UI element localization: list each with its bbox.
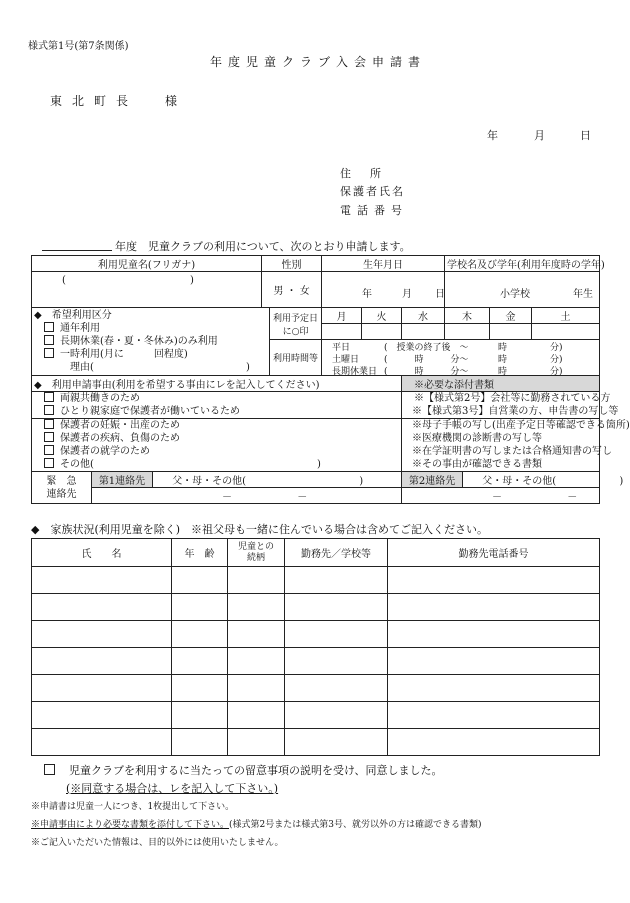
- grade-suffix: 年生: [573, 289, 594, 300]
- day-sat: 土: [532, 308, 600, 324]
- table-row: [32, 621, 600, 648]
- family-cell[interactable]: [228, 621, 285, 648]
- emergency-label-line2: 連絡先: [46, 488, 77, 500]
- reasons-list: [32, 392, 402, 472]
- day-sat-mark[interactable]: [532, 324, 600, 340]
- family-header-phone: 勤務先電話番号: [388, 539, 600, 567]
- reason-label: その他(: [60, 459, 94, 470]
- contact1-label: 第1連絡先: [92, 472, 153, 487]
- day-thu-mark[interactable]: [445, 324, 490, 340]
- family-cell[interactable]: [228, 702, 285, 729]
- family-table: [31, 538, 600, 756]
- time-to: 時: [498, 366, 508, 377]
- reasons-heading: ◆ 利用申請事由(利用を希望する事由にレを記入してください): [32, 376, 402, 392]
- birthdate-header: 生年月日: [322, 256, 445, 272]
- contact2-phone[interactable]: [402, 488, 600, 504]
- reason-checkbox[interactable]: [44, 392, 54, 402]
- consent-note: (※同意する場合は、レを記入して下さい。): [66, 782, 279, 795]
- time-label: 平日: [332, 343, 351, 353]
- family-header-age: 年 齢: [172, 539, 228, 567]
- family-cell[interactable]: [32, 702, 172, 729]
- contact1-relation-close: ): [359, 476, 364, 487]
- day-wed-mark[interactable]: [402, 324, 445, 340]
- family-cell[interactable]: [32, 567, 172, 594]
- emergency-label: [32, 472, 92, 504]
- family-cell[interactable]: [285, 675, 388, 702]
- day-thu: 木: [445, 308, 490, 324]
- table-row: [32, 594, 600, 621]
- reason-label: 両親共働きのため: [60, 393, 140, 404]
- note-one-per-child: ※申請書は児童一人につき、1枚提出して下さい。: [31, 802, 235, 812]
- docs-heading: ※必要な添付書類: [402, 376, 600, 392]
- day-wed: 水: [402, 308, 445, 324]
- family-cell[interactable]: [172, 729, 228, 756]
- consent-text: 児童クラブを利用するに当たっての留意事項の説明を受け、同意しました。: [69, 764, 443, 777]
- phone-dash: －: [492, 492, 503, 503]
- phone-dash: －: [297, 492, 308, 503]
- family-cell[interactable]: [228, 648, 285, 675]
- usage-heading: ◆ 希望利用区分: [34, 310, 112, 321]
- birth-month-unit: 月: [402, 289, 413, 300]
- doc-item: ※【様式第2号】会社等に勤務されている方: [414, 393, 611, 404]
- usage-option-checkbox[interactable]: [44, 335, 54, 345]
- addressee: 東北町長: [50, 94, 139, 108]
- family-cell[interactable]: [172, 675, 228, 702]
- time-label: 土曜日: [332, 354, 360, 365]
- contact1-row[interactable]: [92, 472, 402, 488]
- consent-row: [44, 762, 443, 778]
- day-tue-mark[interactable]: [362, 324, 402, 340]
- time-from: ( 時 分～: [384, 354, 469, 365]
- family-cell[interactable]: [388, 621, 600, 648]
- reason-label: ひとり親家庭で保護者が働いているため: [60, 406, 240, 417]
- note-privacy: ※ご記入いただいた情報は、目的以外には使用いたしません。: [31, 838, 284, 848]
- family-cell[interactable]: [172, 702, 228, 729]
- table-row: [32, 567, 600, 594]
- page-title: 年度児童クラブ入会申請書: [210, 55, 427, 69]
- day-fri-mark[interactable]: [490, 324, 532, 340]
- family-cell[interactable]: [388, 567, 600, 594]
- table-row: [32, 675, 600, 702]
- contact2-label: 第2連絡先: [402, 472, 463, 487]
- date-day: 日: [580, 129, 591, 142]
- family-cell[interactable]: [32, 621, 172, 648]
- family-cell[interactable]: [228, 567, 285, 594]
- reason-close-paren: ): [246, 362, 250, 373]
- family-cell[interactable]: [388, 675, 600, 702]
- family-cell[interactable]: [228, 594, 285, 621]
- applicant-address-label: 住 所: [340, 167, 385, 180]
- plan-days-label-line2: に○印: [282, 326, 309, 337]
- usage-time-label: 利用時間等: [270, 340, 322, 376]
- day-tue: 火: [362, 308, 402, 324]
- family-cell[interactable]: [285, 729, 388, 756]
- family-cell[interactable]: [228, 729, 285, 756]
- birthdate-cell[interactable]: [322, 272, 445, 308]
- contact1-relation: 父・母・その他(: [172, 476, 247, 487]
- doc-item: ※医療機関の診断書の写し等: [412, 433, 543, 444]
- time-from: ( 時 分～: [384, 366, 469, 377]
- plan-days-label-line1: 利用予定日: [273, 313, 319, 324]
- note-attach-docs-underlined: ※申請事由により必要な書類を添付して下さい。: [31, 820, 230, 830]
- family-header-work: 勤務先／学校等: [285, 539, 388, 567]
- doc-item: ※在学証明書の写しまたは合格通知書の写し: [412, 446, 613, 457]
- time-unit: 分): [550, 343, 563, 353]
- table-row: [32, 648, 600, 675]
- note-attach-docs-rest: (様式第2号または様式第3号、就労以外の方は確認できる書類): [229, 820, 482, 830]
- family-cell[interactable]: [172, 567, 228, 594]
- family-header-relation: [228, 539, 285, 567]
- plan-days-label: [270, 308, 322, 340]
- reason-checkbox[interactable]: [44, 458, 54, 468]
- family-cell[interactable]: [285, 567, 388, 594]
- school-suffix: 小学校: [500, 289, 531, 300]
- phone-label: 電話番号: [340, 204, 408, 217]
- note-attach-docs: [31, 817, 482, 830]
- child-name-cell[interactable]: [32, 272, 262, 308]
- phone-dash: －: [567, 492, 578, 503]
- usage-option-label: 長期休業(春・夏・冬休み)のみ利用: [60, 336, 218, 347]
- reason-label: 保護者の妊娠・出産のため: [60, 420, 180, 431]
- family-cell[interactable]: [285, 594, 388, 621]
- usage-option-label: 一時利用(月に 回程度): [60, 349, 188, 360]
- reason-other-close: ): [317, 459, 321, 470]
- furigana-close-paren: ): [190, 275, 194, 286]
- contact1-phone[interactable]: [92, 488, 402, 504]
- table-row: [32, 729, 600, 756]
- phone-dash: －: [222, 492, 232, 503]
- family-cell[interactable]: [32, 675, 172, 702]
- time-to: 時: [498, 343, 508, 353]
- usage-option-checkbox[interactable]: [44, 348, 54, 358]
- emergency-label-line1: 緊 急: [46, 475, 77, 487]
- family-cell[interactable]: [32, 729, 172, 756]
- reason-label: 保護者の疾病、負傷のため: [60, 433, 180, 444]
- birth-day-unit: 日: [435, 289, 446, 300]
- intro-year-label: 年度: [115, 240, 137, 253]
- child-name-header: 利用児童名(フリガナ): [32, 256, 262, 272]
- school-header: 学校名及び学年(利用年度時の学年): [445, 256, 600, 272]
- reason-checkbox[interactable]: [44, 445, 54, 455]
- family-header-name: 氏 名: [32, 539, 172, 567]
- day-fri: 金: [490, 308, 532, 324]
- family-cell[interactable]: [388, 729, 600, 756]
- gender-cell[interactable]: 男 ・ 女: [262, 272, 322, 308]
- family-cell[interactable]: [228, 675, 285, 702]
- usage-option-checkbox[interactable]: [44, 322, 54, 332]
- family-heading: ◆ 家族状況(利用児童を除く) ※祖父母も一緒に住んでいる場合は含めてご記入ください。: [31, 523, 489, 536]
- contact2-relation-close: ): [619, 476, 624, 487]
- usage-option-label: 通年利用: [60, 323, 100, 334]
- gender-header: 性別: [262, 256, 322, 272]
- day-mon: 月: [322, 308, 362, 324]
- table-row: [32, 702, 600, 729]
- consent-checkbox[interactable]: [44, 764, 55, 775]
- family-header-relation-line1: 児童との: [237, 541, 274, 552]
- time-row-long-holiday[interactable]: [322, 364, 600, 376]
- family-cell[interactable]: [172, 648, 228, 675]
- year-blank[interactable]: [42, 250, 112, 251]
- family-cell[interactable]: [32, 594, 172, 621]
- contact2-row[interactable]: [402, 472, 624, 488]
- application-table: [31, 255, 630, 504]
- family-cell[interactable]: [285, 621, 388, 648]
- usage-category-cell: [32, 308, 270, 376]
- family-cell[interactable]: [32, 648, 172, 675]
- reason-label: 理由(: [70, 362, 94, 373]
- furigana-open-paren: (: [62, 275, 66, 286]
- doc-item: ※その事由が確認できる書類: [412, 459, 543, 470]
- family-cell[interactable]: [388, 702, 600, 729]
- time-unit: 分): [550, 354, 563, 365]
- day-mon-mark[interactable]: [322, 324, 362, 340]
- time-from: ( 授業の終了後 ～: [384, 343, 469, 353]
- family-cell[interactable]: [285, 648, 388, 675]
- family-cell[interactable]: [388, 648, 600, 675]
- time-to: 時: [498, 354, 508, 365]
- doc-item: ※母子手帳の写し(出産予定日等確認できる箇所): [412, 420, 630, 431]
- family-cell[interactable]: [388, 594, 600, 621]
- school-cell[interactable]: [445, 272, 600, 308]
- date-year: 年: [487, 129, 498, 142]
- reason-checkbox[interactable]: [44, 405, 54, 415]
- family-cell[interactable]: [285, 702, 388, 729]
- addressee-suffix: 様: [165, 94, 178, 108]
- form-number: 様式第1号(第7条関係): [28, 41, 129, 52]
- time-row-saturday[interactable]: [322, 352, 600, 364]
- family-header-relation-line2: 続柄: [246, 552, 265, 563]
- family-cell[interactable]: [172, 621, 228, 648]
- birth-year-unit: 年: [362, 289, 373, 300]
- reason-checkbox[interactable]: [44, 432, 54, 442]
- intro-text: 児童クラブの利用について、次のとおり申請します。: [148, 240, 411, 253]
- doc-item: ※【様式第3号】自営業の方、申告書の写し等: [402, 405, 599, 419]
- reason-checkbox[interactable]: [44, 419, 54, 429]
- guardian-name-label: 保護者氏名: [340, 185, 405, 198]
- time-row-weekday[interactable]: [322, 340, 600, 352]
- reason-label: 保護者の就学のため: [60, 446, 150, 457]
- time-label: 長期休業日: [332, 366, 378, 377]
- family-cell[interactable]: [172, 594, 228, 621]
- date-month: 月: [534, 129, 545, 142]
- contact2-relation: 父・母・その他(: [482, 476, 557, 487]
- time-unit: 分): [550, 366, 563, 377]
- docs-list: [402, 392, 630, 472]
